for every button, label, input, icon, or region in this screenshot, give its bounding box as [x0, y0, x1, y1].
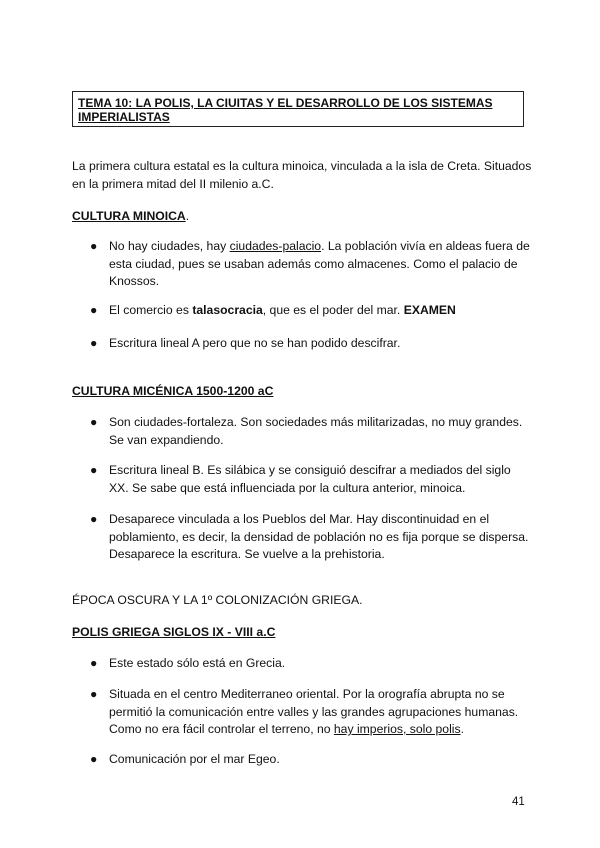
- list-item: [90, 511, 530, 564]
- bullet-icon: ●: [90, 687, 98, 701]
- list-item: [90, 414, 530, 449]
- list-item-text: Comunicación por el mar Egeo.: [109, 752, 280, 766]
- list-item-text: No hay ciudades, hay ciudades-palacio. La población vivía en aldeas fuera de esta ciudad, pues se usaban además como almacenes. Como el palacio de Knossos.: [109, 239, 530, 288]
- underlined-term: hay imperios, solo polis: [333, 722, 461, 736]
- list-item-text: Este estado sólo está en Grecia.: [109, 656, 286, 670]
- bullet-icon: ●: [90, 303, 98, 317]
- section-heading-minoica: [72, 208, 189, 224]
- list-item-text: Escritura lineal B. Es silábica y se consiguió descifrar a mediados del siglo XX. Se sabe que está influenciada por la cultura anterior, minoica.: [109, 463, 511, 495]
- section-heading-polis: POLIS GRIEGA SIGLOS IX - VIII a.C: [72, 625, 276, 639]
- section-heading-oscura: ÉPOCA OSCURA Y LA 1º COLONIZACIÓN GRIEGA.: [72, 593, 363, 607]
- list-item-text: Escritura lineal A pero que no se han podido descifrar.: [109, 336, 401, 350]
- list-item: [90, 655, 530, 673]
- page-number: 41: [512, 796, 525, 808]
- page-title: TEMA 10: LA POLIS, LA CIUITAS Y EL DESARROLLO DE LOS SISTEMAS IMPERIALISTAS: [78, 96, 493, 124]
- list-item: [90, 686, 530, 739]
- list-item: [90, 335, 530, 353]
- list-item-text: Son ciudades-fortaleza. Son sociedades más militarizadas, no muy grandes. Se van expandiendo.: [109, 415, 523, 447]
- bullet-icon: ●: [90, 336, 98, 350]
- underlined-term: ciudades-palacio: [229, 239, 322, 253]
- heading-suffix: .: [185, 209, 190, 223]
- list-item: [90, 238, 530, 291]
- heading-text: CULTURA MINOICA: [72, 209, 186, 223]
- list-item: [90, 751, 530, 769]
- list-item-text: Situada en el centro Mediterraneo oriental. Por la orografía abrupta no se permitió la comunicación entre valles y las grandes agrupaciones humanas. Como no era fácil controlar el terreno, no hay imperios, solo polis.: [109, 687, 519, 736]
- list-item-text: Desaparece vinculada a los Pueblos del Mar. Hay discontinuidad en el poblamiento, es decir, la densidad de población no es fija porque se dispersa. Desaparece la escritura. Se vuelve a la prehistoria.: [109, 512, 529, 561]
- intro-paragraph: La primera cultura estatal es la cultura minoica, vinculada a la isla de Creta. Situados en la primera mitad del II milenio a.C.: [72, 159, 532, 191]
- bold-term: talasocracia: [192, 303, 263, 317]
- list-item: [90, 462, 530, 497]
- title-box: [72, 91, 524, 127]
- section-heading-micenica: CULTURA MICÉNICA 1500-1200 aC: [72, 384, 274, 398]
- bullet-icon: ●: [90, 239, 98, 253]
- bullet-icon: ●: [90, 415, 98, 429]
- list-item-text: El comercio es talasocracia, que es el poder del mar. EXAMEN: [109, 303, 456, 317]
- bullet-icon: ●: [90, 656, 98, 670]
- bullet-icon: ●: [90, 752, 98, 766]
- bullet-icon: ●: [90, 463, 98, 477]
- exam-tag: EXAMEN: [403, 303, 456, 317]
- bullet-icon: ●: [90, 512, 98, 526]
- list-item: [90, 302, 530, 320]
